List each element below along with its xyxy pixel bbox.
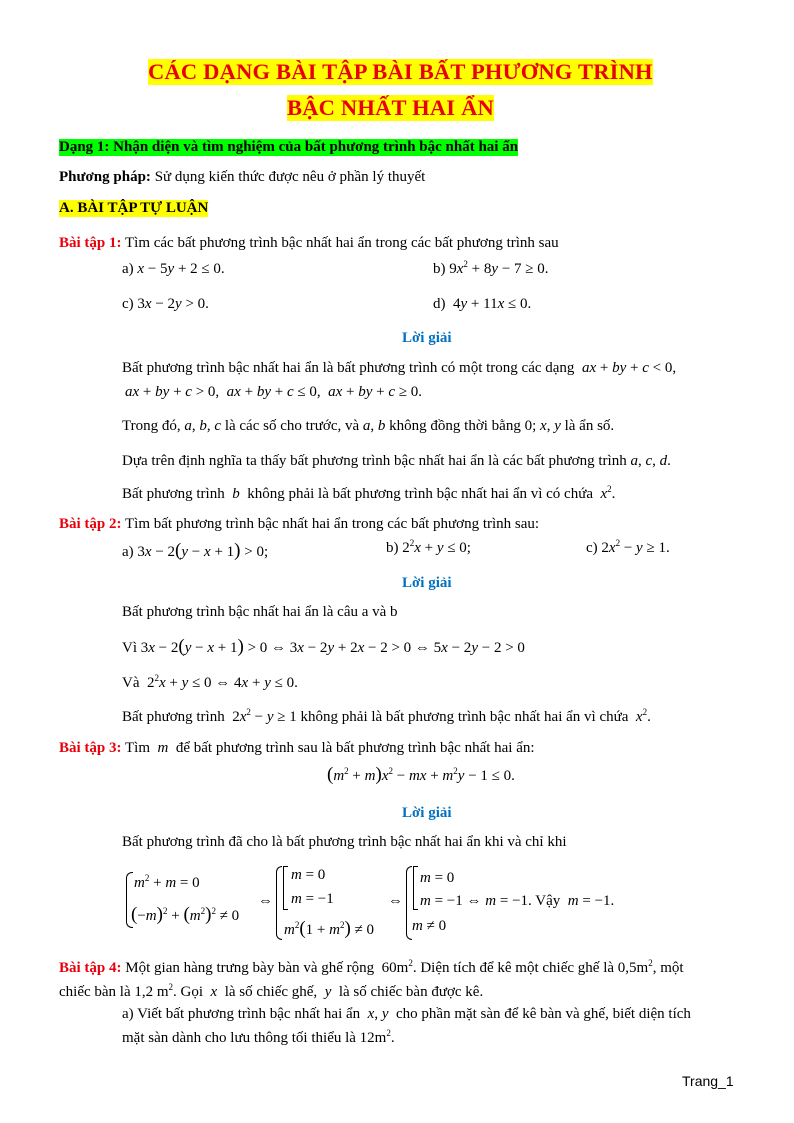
bt3-inequality: $(m^2 + m)x^2$ − mx + $m^2y - 1 \le 0$. [327, 764, 515, 785]
system-brace-2 [276, 866, 282, 940]
method-label: Phương pháp: [59, 169, 151, 185]
sys1-row2: $(-m)^2 + (m^2)^2 \ne 0$ [131, 904, 240, 925]
bt1-sol-p3: Dựa trên định nghĩa ta thấy bất phương trình bậc nhất hai ẩn là các bất phương trình a, c, d. [122, 453, 671, 469]
method-line [59, 169, 425, 186]
page-number: Trang_1 [682, 1073, 734, 1089]
sys2-row2: m = −1 [291, 891, 334, 907]
bt2-sol-p4: Bất phương trình $2x^2 - y \ge 1$ không phải là bất phương trình bậc nhất hai ẩn vì chứa $x^2$. [122, 707, 651, 725]
page-title-line2: BẬC NHẤT HAI ẨN [287, 95, 494, 120]
bt4-qa-line1: a) Viết bất phương trình bậc nhất hai ẩn x, y cho phần mặt sàn để kê bàn và ghế, biết diện tích [122, 1006, 691, 1022]
bt3-line: Bài tập 3: Tìm m để bất phương trình sau là bất phương trình bậc nhất hai ẩn: [59, 740, 535, 756]
sys3-row2: m = −1 ⇔ m = −1. Vậy m = −1. [420, 893, 615, 909]
section-heading-dang1: Dạng 1: Nhận diện và tìm nghiệm của bất phương trình bậc nhất hai ẩn [59, 139, 519, 155]
bt2-sol-p1: Bất phương trình bậc nhất hai ẩn là câu a và b [122, 604, 398, 620]
bt1-line [59, 235, 559, 252]
section-a-heading: A. BÀI TẬP TỰ LUẬN [59, 200, 209, 216]
bt1-sol-p2: Trong đó, a, b, c là các số cho trước, và a, b không đồng thời bằng 0; x, y là ẩn số. [122, 418, 615, 434]
bt2-text: Tìm bất phương trình bậc nhất hai ẩn trong các bất phương trình sau: [121, 516, 540, 532]
sys1-row1: $m^2 + m = 0$ [134, 873, 200, 891]
bt1-label: Bài tập 1: [59, 235, 122, 251]
bt1-d: d) 4y + 11x ≤ 0. [433, 296, 532, 312]
bt2-a: a) 3x − 2(y − x + 1) > 0; [122, 540, 269, 561]
bt2-label: Bài tập 2: [59, 516, 122, 532]
bt1-sol-p1b: ax + by + c > 0, ax + by + c ≤ 0, ax + by + c ≥ 0. [125, 384, 423, 400]
bt2-line [59, 516, 539, 533]
bt3-label: Bài tập 3: [59, 740, 122, 756]
bt2-b: b) $2^2x + y \le 0$; [386, 538, 471, 556]
bt2-sol-p3: Và $2^2x + y \le 0$ ⇔ 4x + y ≤ 0. [122, 673, 298, 691]
bt1-c: c) 3x − 2y > 0. [122, 296, 209, 312]
sys3-row1: m = 0 [420, 870, 455, 886]
bt1-a: a) x − 5y + 2 ≤ 0. [122, 261, 225, 277]
system-bracket-2 [283, 866, 288, 910]
bt2-c: c) $2x^2 - y \ge 1$. [586, 538, 670, 556]
page-title-line1: CÁC DẠNG BÀI TẬP BÀI BẤT PHƯƠNG TRÌNH [148, 59, 653, 84]
system-bracket-3 [413, 866, 418, 910]
bt2-sol-p2: Vì 3x − 2(y − x + 1) > 0 ⇔ 3x − 2y + 2x − 2 > 0 ⇔ 5x − 2y − 2 > 0 [122, 636, 525, 657]
equiv-1: ⇔ [258, 893, 273, 909]
bt1-solution-label: Lời giải [402, 330, 452, 346]
bt1-sol-p4: Bất phương trình b không phải là bất phương trình bậc nhất hai ẩn vì có chứa $x^2$. [122, 484, 616, 502]
sys3-row3: m ≠ 0 [412, 918, 447, 934]
bt3-solution-label: Lời giải [402, 805, 452, 821]
bt4-qa-line2: mặt sàn dành cho lưu thông tối thiểu là $12m^2$. [122, 1028, 395, 1046]
bt4-label: Bài tập 4: [59, 960, 122, 976]
bt2-solution-label: Lời giải [402, 575, 452, 591]
equiv-2: ⇔ [388, 893, 403, 909]
sys2-row1: m = 0 [291, 867, 326, 883]
bt1-b: b) $9x^2 + 8y - 7 \ge 0$. [433, 259, 549, 277]
bt3-sol-p1: Bất phương trình đã cho là bất phương trình bậc nhất hai ẩn khi và chỉ khi [122, 834, 567, 850]
bt4-line1: Bài tập 4: Một gian hàng trưng bày bàn và ghế rộng $60m^2$. Diện tích để kê một chiếc ghế là $0,5m^2$, một [59, 958, 684, 976]
bt1-text: Tìm các bất phương trình bậc nhất hai ẩn trong các bất phương trình sau [121, 235, 559, 251]
bt1-sol-p1a: Bất phương trình bậc nhất hai ẩn là bất phương trình có một trong các dạng ax + by + c < 0, [122, 360, 677, 376]
bt4-line2: chiếc bàn là 1,2 $m^2$. Gọi x là số chiếc ghế, y là số chiếc bàn được kê. [59, 982, 484, 1000]
sys2-row3: $m^2(1 + m^2) \ne 0$ [284, 918, 375, 939]
method-text: Sử dụng kiến thức được nêu ở phần lý thuyết [150, 169, 426, 185]
